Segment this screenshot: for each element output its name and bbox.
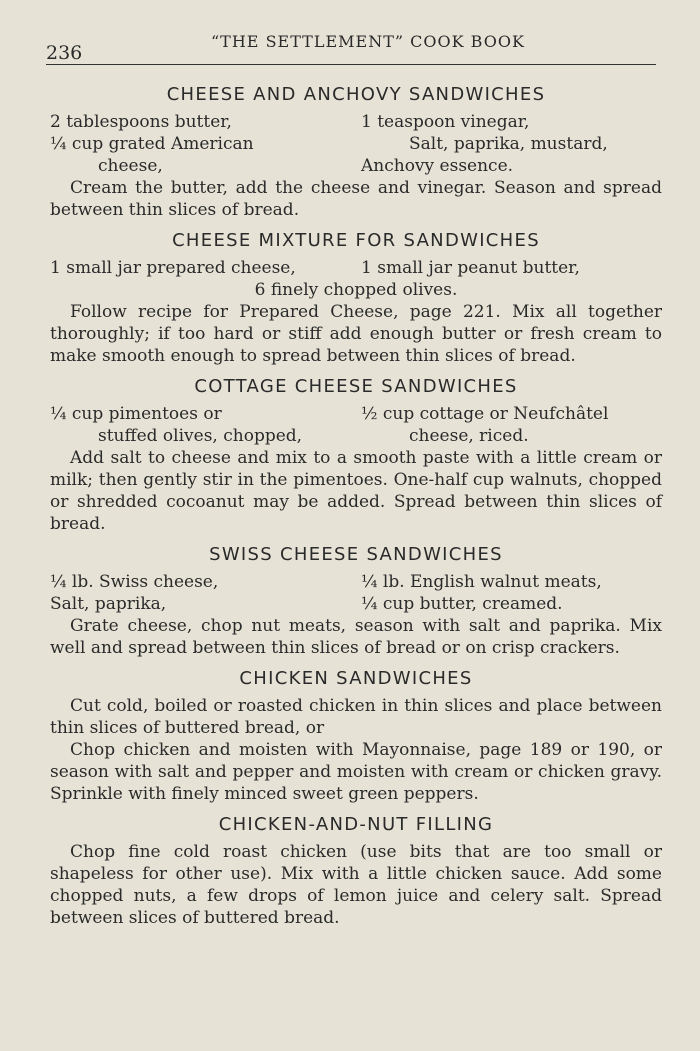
ingredient: cheese,: [98, 156, 163, 176]
ingredient: ¼ lb. English walnut meats,: [361, 572, 602, 592]
ingredient: 6 finely chopped olives.: [254, 280, 458, 300]
recipe-method: Grate cheese, chop nut meats, season with salt and paprika. Mix well and spread between thin slices of bread or on crisp crackers.: [50, 616, 662, 658]
ingredient-list: [50, 111, 662, 177]
ingredient: Anchovy essence.: [361, 156, 514, 176]
ingredient: 1 small jar prepared cheese,: [50, 258, 296, 278]
recipe-method: Cut cold, boiled or roasted chicken in thin slices and place between thin slices of buttered bread, or: [50, 696, 662, 738]
ingredient-list: [50, 403, 662, 447]
ingredient: Salt, paprika, mustard,: [409, 134, 608, 154]
recipe-title: SWISS CHEESE SANDWICHES: [209, 544, 503, 565]
page-header: [46, 28, 656, 65]
recipe-title: CHEESE AND ANCHOVY SANDWICHES: [166, 84, 546, 105]
recipe-method: Add salt to cheese and mix to a smooth paste with a little cream or milk; then gently stir in the pimentoes. One-half cup walnuts, chopped or shredded cocoanut may be added. Spread between thin slices of bread.: [50, 448, 662, 534]
recipe-title: CHICKEN SANDWICHES: [239, 668, 473, 689]
ingredient: 2 tablespoons butter,: [50, 112, 232, 132]
page-number: 236: [46, 42, 83, 64]
recipe-cheese-mixture: [50, 230, 662, 367]
ingredient: ¼ cup pimentoes or: [50, 404, 222, 424]
ingredient-list: [50, 257, 662, 279]
recipe-title: CHEESE MIXTURE FOR SANDWICHES: [172, 230, 540, 251]
ingredient: 1 small jar peanut butter,: [361, 258, 580, 278]
recipe-method: Chop fine cold roast chicken (use bits that are too small or shapeless for other use). Mix with a little chicken sauce. Add some chopped nuts, a few drops of lemon juice and celery salt. Spread between slices of buttered bread.: [50, 842, 662, 928]
ingredient: ¼ cup butter, creamed.: [361, 594, 563, 614]
ingredient: cheese, riced.: [409, 426, 529, 446]
recipe-method: Chop chicken and moisten with Mayonnaise, page 189 or 190, or season with salt and pepper and moisten with cream or chicken gravy. Sprinkle with finely minced sweet green peppers.: [50, 740, 662, 804]
recipe-title: COTTAGE CHEESE SANDWICHES: [194, 376, 518, 397]
recipe-swiss-cheese: [50, 544, 662, 659]
recipe-cheese-anchovy: [50, 84, 662, 221]
recipe-chicken-nut-filling: [50, 814, 662, 929]
page-content: [50, 80, 662, 938]
recipe-cottage-cheese: [50, 376, 662, 535]
ingredient: ¼ cup grated American: [50, 134, 254, 154]
recipe-chicken-sandwiches: [50, 668, 662, 805]
recipe-method: Cream the butter, add the cheese and vinegar. Season and spread between thin slices of bread.: [50, 178, 662, 220]
ingredient: stuffed olives, chopped,: [98, 426, 303, 446]
recipe-title: CHICKEN-AND-NUT FILLING: [218, 814, 494, 835]
ingredient: Salt, paprika,: [50, 594, 167, 614]
ingredient: 1 teaspoon vinegar,: [361, 112, 530, 132]
ingredient: ½ cup cottage or Neufchâtel: [361, 404, 609, 424]
ingredient-list: [50, 571, 662, 615]
recipe-method: Follow recipe for Prepared Cheese, page 221. Mix all together thoroughly; if too hard or stiff add enough butter or fresh cream to make smooth enough to spread between thin slices of bread.: [50, 302, 662, 366]
ingredient: ¼ lb. Swiss cheese,: [50, 572, 219, 592]
running-title: “THE SETTLEMENT” COOK BOOK: [211, 32, 525, 51]
